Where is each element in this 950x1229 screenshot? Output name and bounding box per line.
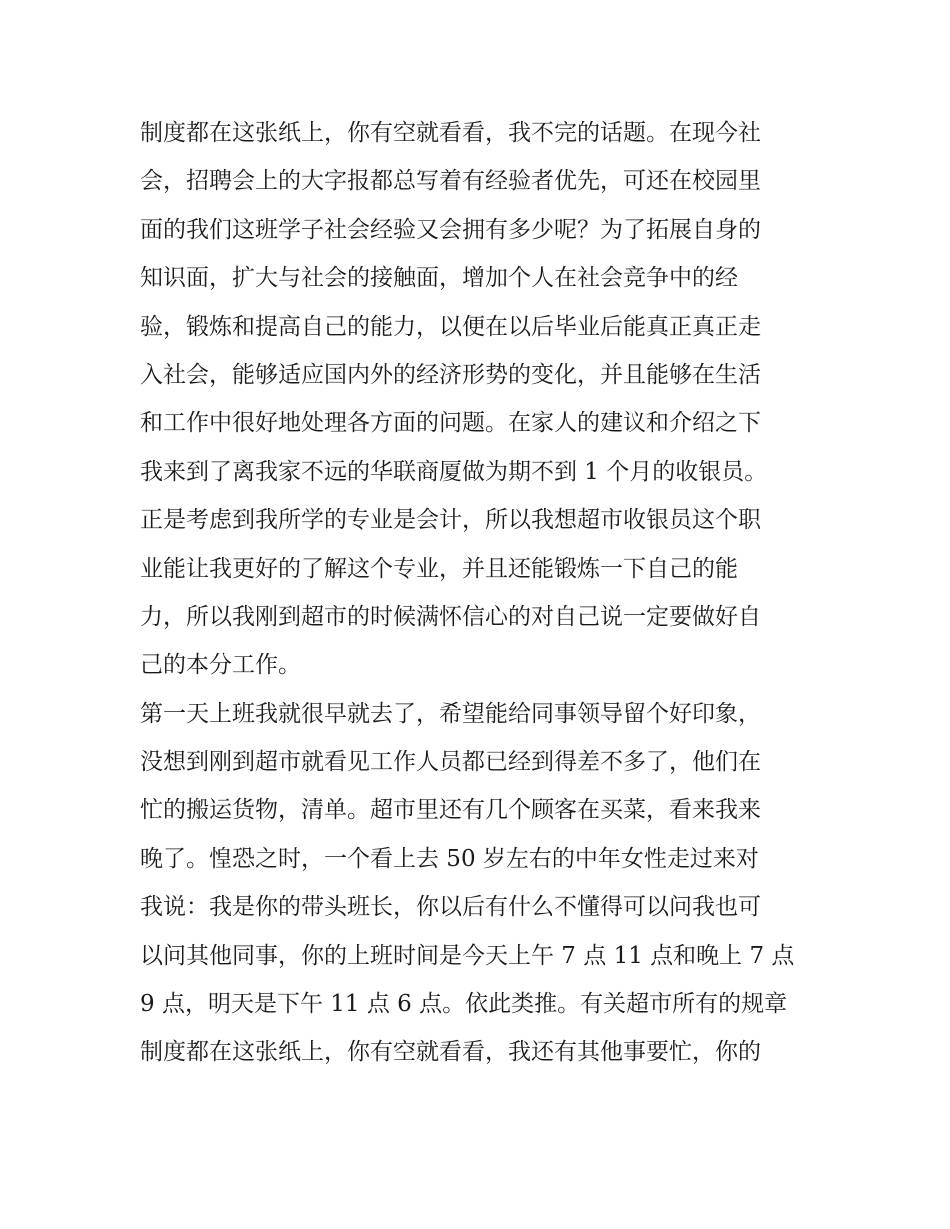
text-line: 和工作中很好地处理各方面的问题。在家人的建议和介绍之下 [140,410,761,437]
text-line: 正是考虑到我所学的专业是会计，所以我想超市收银员这个职 [140,507,761,534]
text-line: 我来到了离我家不远的华联商厦做为期不到 1 个月的收银员。 [140,458,768,485]
body-text [140,109,820,1077]
text-line: 业能让我更好的了解这个专业，并且还能锻炼一下自己的能 [140,555,738,582]
text-line: 晚了。惶恐之时，一个看上去 50 岁左右的中年女性走过来对 [140,845,759,872]
text-line: 制度都在这张纸上，你有空就看看，我不完的话题。在现今社 [140,120,761,146]
text-line: 第一天上班我就很早就去了，希望能给同事领导留个好印象， [140,700,761,727]
text-line: 入社会，能够适应国内外的经济形势的变化，并且能够在生活 [140,361,761,388]
text-line: 己的本分工作。 [140,652,301,679]
text-line: 力，所以我刚到超市的时候满怀信心的对自己说一定要做好自 [140,603,761,630]
text-line: 面的我们这班学子社会经验又会拥有多少呢？为了拓展自身的 [140,216,761,243]
text-line: 会，招聘会上的大字报都总写着有经验者优先，可还在校园里 [140,168,761,195]
text-line: 9 点，明天是下午 11 点 6 点。依此类推。有关超市所有的规章 [140,991,788,1018]
text-line: 没想到刚到超市就看见工作人员都已经到得差不多了，他们在 [140,749,761,776]
text-line: 我说：我是你的带头班长，你以后有什么不懂得可以问我也可 [140,894,761,921]
text-line: 验，锻炼和提高自己的能力，以便在以后毕业后能真正真正走 [140,313,761,340]
text-line: 以问其他同事，你的上班时间是今天上午 7 点 11 点和晚上 7 点 [140,942,795,969]
text-line: 知识面，扩大与社会的接触面，增加个人在社会竞争中的经 [140,265,738,292]
text-line: 制度都在这张纸上，你有空就看看，我还有其他事要忙，你的 [140,1039,761,1066]
text-line: 忙的搬运货物，清单。超市里还有几个顾客在买菜，看来我来 [140,797,761,824]
